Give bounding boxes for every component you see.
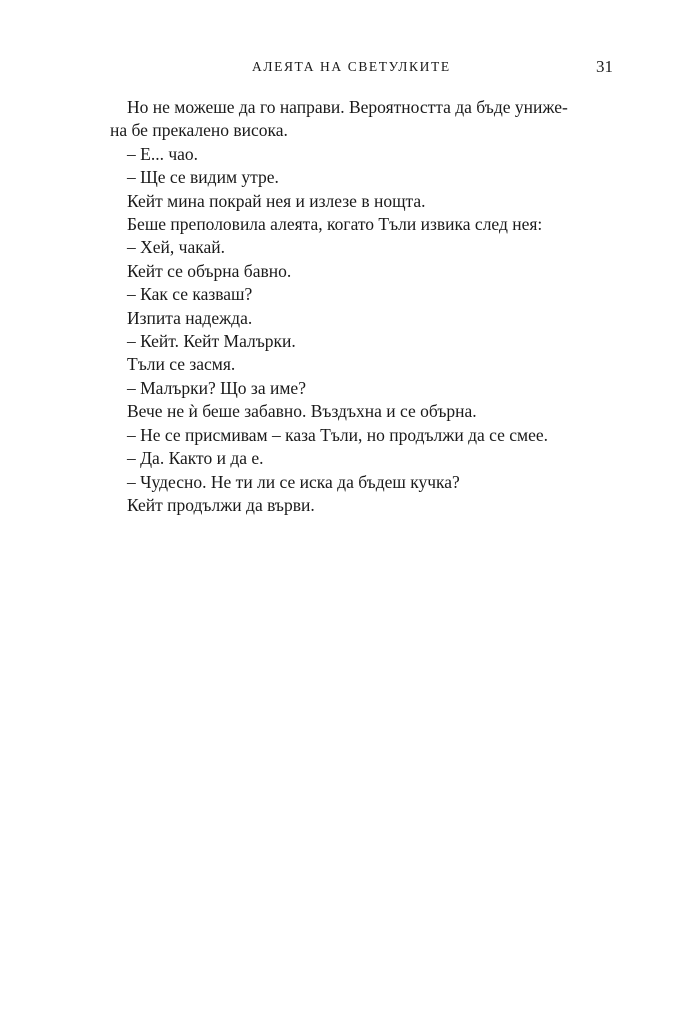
text-line: Изпита надежда. bbox=[127, 307, 253, 328]
text-line: Кейт мина покрай нея и излезе в нощта. bbox=[127, 190, 426, 211]
text-line: – Малърки? Що за име? bbox=[127, 377, 306, 398]
page-number: 31 bbox=[596, 57, 613, 76]
text-line: на бе прекалено висока. bbox=[110, 120, 288, 141]
text-line: Беше преполовила алеята, когато Тъли извика след нея: bbox=[127, 214, 543, 235]
text-line: – Е... чао. bbox=[127, 143, 199, 164]
running-header bbox=[0, 55, 700, 79]
text-line: Кейт продължи да върви. bbox=[127, 494, 315, 515]
text-line: – Ще се видим утре. bbox=[127, 167, 279, 188]
running-header-title: АЛЕЯТА НА СВЕТУЛКИТЕ bbox=[252, 59, 451, 74]
body-text bbox=[110, 96, 618, 517]
text-line: – Хей, чакай. bbox=[127, 237, 225, 258]
text-line: Вече не ѝ беше забавно. Въздъхна и се обърна. bbox=[127, 401, 477, 422]
text-line: – Да. Както и да е. bbox=[127, 448, 264, 469]
text-line: – Как се казваш? bbox=[127, 284, 253, 305]
text-line: – Чудесно. Не ти ли се иска да бъдеш кучка? bbox=[127, 471, 460, 492]
text-line: Кейт се обърна бавно. bbox=[127, 260, 292, 281]
text-line: Тъли се засмя. bbox=[127, 354, 236, 375]
text-line: – Не се присмивам – каза Тъли, но продължи да се смее. bbox=[127, 424, 549, 445]
text-line: Но не можеше да го направи. Вероятността да бъде униже- bbox=[127, 97, 568, 117]
text-line: – Кейт. Кейт Малърки. bbox=[127, 331, 296, 352]
